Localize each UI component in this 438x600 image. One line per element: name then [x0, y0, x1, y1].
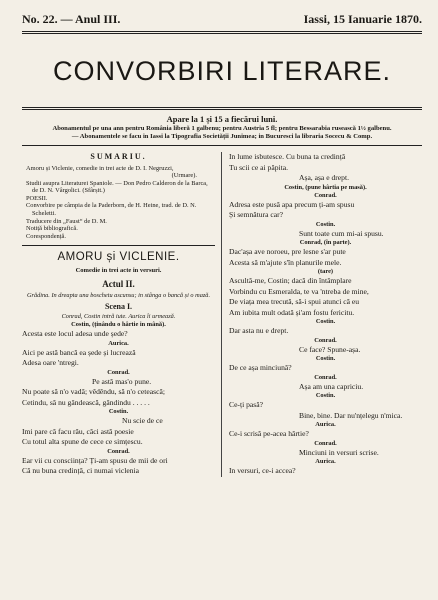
speaker-label: Costin.	[315, 220, 336, 228]
sumar-item-extra: (Urmare).	[171, 172, 197, 180]
subscription-rule	[22, 145, 422, 146]
verse-line: Ear vii cu consciința? Ți-am spusu de mii de ori	[22, 455, 168, 465]
sumar-item	[22, 195, 215, 203]
masthead-rule	[22, 107, 422, 110]
scene-cast: Conrad, Costin intră iute. Aurica îi urmează.	[61, 313, 176, 321]
act-heading: Actul II.	[102, 279, 135, 290]
speaker-label: Costin.	[315, 392, 336, 399]
sumar-item-text: Convorbire pe câmpia de la Paderborn, de H. Heine, trad. de D. N. Scheletti.	[26, 202, 197, 218]
sumar-title: SUMARIU.	[90, 152, 147, 161]
speaker-label: Costin, (ținându o hârtie in mână).	[71, 321, 166, 329]
sumar-item-text: Notiță bibliografică.	[26, 225, 78, 233]
issue-header	[22, 12, 422, 27]
verse-line: Nu poate să n'o vadă; vêdêndu, să n'o cetească;	[22, 387, 165, 397]
sumar-list	[22, 165, 215, 241]
speaker-label: Conrad.	[314, 336, 337, 344]
subscription-line-1: Abonamentul pe una ann pentru România liberă 1 galbenu; pentru Austria 5 fl; pentru Bessarabia rusească 1½ galbenu.	[52, 125, 392, 132]
header-rule	[22, 31, 422, 34]
verse-line: Dar asta nu e drept.	[229, 326, 289, 335]
verse-line: Așa, așa e drept.	[299, 173, 349, 182]
speaker-label: Conrad, (în parte).	[299, 239, 352, 246]
sumar-item	[22, 202, 215, 217]
subscription-line-2: — Abonamentele se facu in Iassi la Tipografia Societății Junimea; in Bucuresci la libraria Socecu & Comp.	[71, 133, 373, 140]
right-dialogue	[229, 152, 422, 477]
sumar-item-text: POESII.	[26, 194, 48, 202]
verse-line: Și semnătura car?	[229, 210, 283, 219]
speaker-label: Conrad.	[314, 191, 337, 199]
verse-line: Așa am una capriciu.	[299, 381, 364, 391]
sumar-item	[22, 225, 215, 233]
verse-line: Minciuni in versuri scrise.	[299, 447, 379, 457]
verse-line: Ce face? Spune-așa.	[299, 344, 361, 354]
sumar-item-text: Traducere din „Faust“ de D. M.	[26, 217, 107, 225]
verse-line: Ce-ți pasă?	[229, 400, 263, 409]
verse-line: Bine, bine. Dar nu'nțelegu n'mica.	[299, 410, 403, 420]
verse-line: Adesa oare 'ntregi.	[22, 358, 79, 368]
sumar-item-text: Corespondență.	[26, 232, 66, 240]
verse-line: Nu scie de ce	[122, 416, 163, 426]
verse-line: De ce așa minciună?	[229, 363, 292, 372]
verse-line: Vorbindu cu Esmeralda, te va 'ntreba de mine,	[229, 286, 369, 296]
play-subtitle: Comedie in trei acte in versuri.	[75, 266, 162, 274]
verse-line: Pe astă mas'o pune.	[92, 376, 152, 386]
speaker-label: Costin.	[108, 408, 129, 416]
left-dialogue	[22, 321, 215, 477]
speaker-label: Conrad.	[314, 439, 337, 447]
appearance-note: Apare la 1 și 15 a fiecărui luni.	[166, 114, 278, 124]
right-column	[222, 152, 422, 477]
sumar-rule	[22, 245, 215, 246]
sumar-item	[22, 180, 215, 195]
masthead-title: CONVORBIRI LITERARE.	[52, 56, 392, 86]
speaker-label: (tare)	[317, 268, 334, 275]
sumar-item	[22, 218, 215, 226]
verse-line: Cetindu, să nu gândească, gândindu . . . . .	[22, 397, 150, 407]
sumar-item-text: Studii asupra Literaturei Spaniole. — Don Pedro Calderon de la Barca, de D. N. Vârgolici. (Sfârșit.)	[26, 179, 208, 195]
left-column	[22, 152, 222, 477]
speaker-label: Aurica.	[315, 458, 336, 465]
verse-line: Acesta este locul adesa unde șede?	[22, 329, 128, 339]
speaker-label: Costin.	[315, 318, 336, 325]
verse-line: Am iubita mult odată și'am fostu fericitu.	[229, 307, 355, 317]
verse-line: Ce-i scrisă pe-acea hârtie?	[229, 429, 309, 438]
verse-line: Sunt toate cum mi-ai spusu.	[299, 228, 384, 238]
verse-line: Acesta să m'ajute s'în planurile mele.	[229, 257, 342, 267]
verse-line: In lume isbutesce. Cu buna ta credință	[229, 152, 346, 161]
verse-line: In versuri, ce-i accea?	[229, 466, 296, 475]
verse-line: Că nu buna credință, ci numai viclenia	[22, 466, 140, 476]
stage-setting: Grădina. In dreapta una boschetu ascunsu; in stânga o bancă și o mază.	[26, 291, 211, 299]
verse-line: Ascultă-me, Costin; dacă din întâmplare	[229, 276, 352, 285]
speaker-label: Costin.	[315, 355, 336, 362]
speaker-label: Costin, (pune hârtia pe masă).	[284, 183, 367, 191]
sumar-item	[22, 233, 215, 241]
scene-heading: Scena I.	[104, 301, 133, 311]
speaker-label: Conrad.	[314, 373, 337, 381]
verse-line: Aici pe astă bancă ea șede și lucrează	[22, 347, 136, 357]
speaker-label: Aurica.	[108, 339, 129, 347]
speaker-label: Conrad.	[107, 368, 130, 376]
verse-line: De viața mea trecută, să-i spui atunci că eu	[229, 297, 360, 306]
sumar-item-text: Amoru și Viclenie, comedie in trei acte de D. I. Negruzzi,	[26, 164, 174, 172]
place-date: Iassi, 15 Ianuarie 1870.	[303, 12, 422, 26]
speaker-label: Aurica.	[315, 421, 336, 428]
verse-line: Adresa este pusă apa precum ți-am spusu	[229, 199, 355, 209]
verse-line: Imi pare că facu rău, căci astă poesie	[22, 426, 134, 436]
issue-number: No. 22. — Anul III.	[22, 12, 121, 26]
verse-line: Tu scii ce ai păpita.	[229, 162, 288, 172]
sumar-item	[22, 165, 215, 180]
article-columns	[22, 152, 422, 477]
play-title: AMORU și VICLENIE.	[57, 251, 180, 264]
verse-line: Dac'așa ave noroeu, pre lesne s'ar pute	[229, 247, 346, 256]
verse-line: Cu totul alta spune de cece ce simțescu.	[22, 437, 143, 447]
speaker-label: Conrad.	[107, 447, 130, 455]
